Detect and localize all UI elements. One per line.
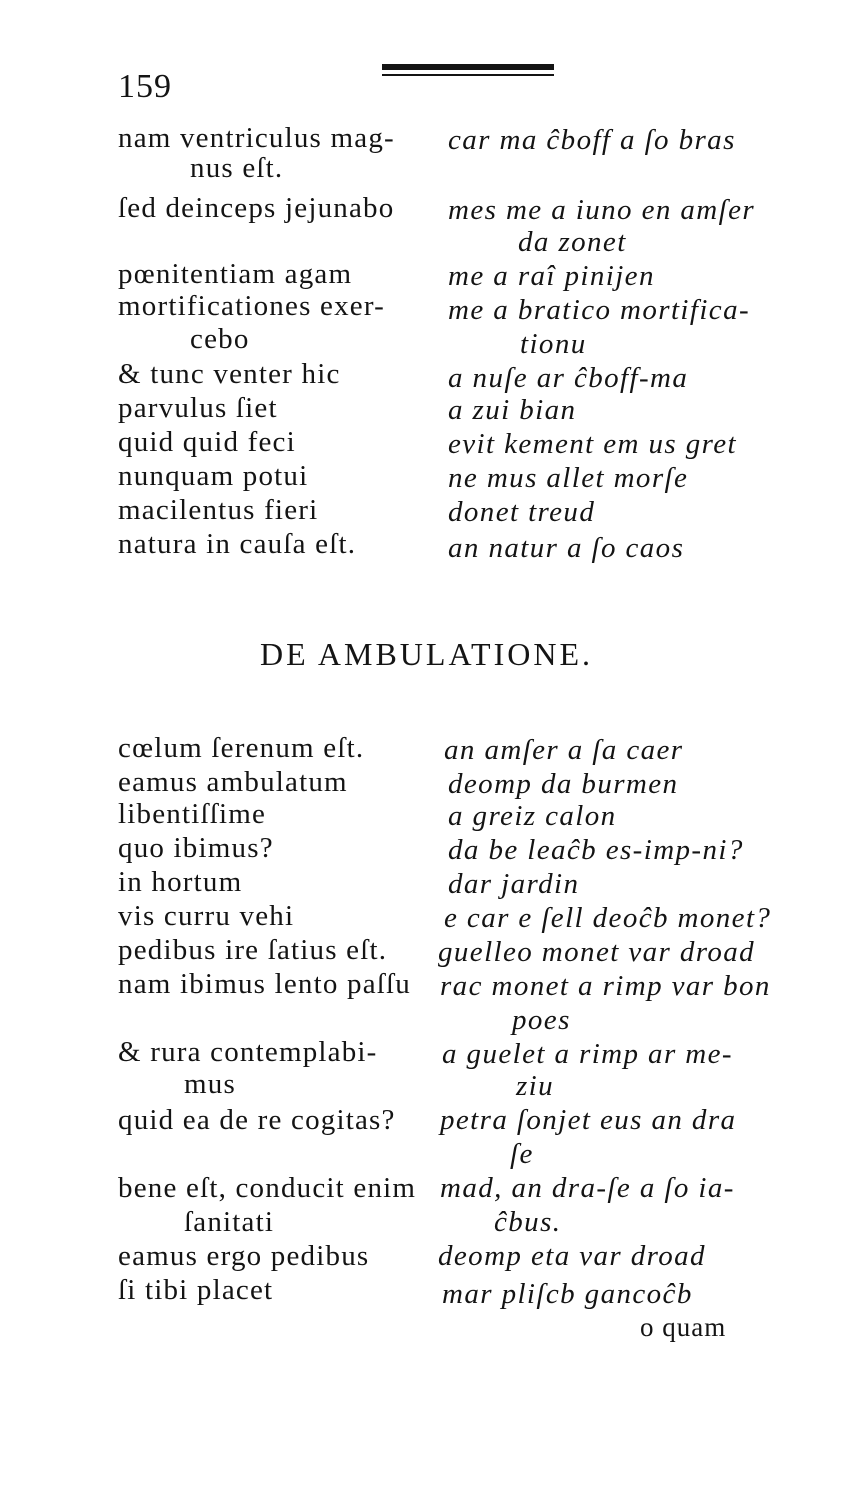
breton-line: mar pliſcb gancoĉb [442, 1278, 693, 1310]
header-rule [382, 64, 554, 70]
latin-line: in hortum [118, 866, 243, 898]
breton-line: deomp da burmen [448, 768, 679, 800]
breton-line: poes [512, 1004, 571, 1036]
latin-line: ſanitati [184, 1206, 275, 1238]
latin-line: quo ibimus? [118, 832, 274, 864]
breton-line: da zonet [518, 226, 627, 258]
latin-line: nam ibimus lento paſſu [118, 968, 412, 1000]
latin-line: natura in cauſa eſt. [118, 528, 357, 560]
latin-line: pedibus ire ſatius eſt. [118, 934, 388, 966]
latin-line: macilentus fieri [118, 494, 319, 526]
breton-line: mes me a iuno en amſer [448, 194, 756, 226]
breton-line: mad, an dra-ſe a ſo ia- [440, 1172, 735, 1204]
breton-line: a greiz calon [448, 800, 617, 832]
breton-line: da be leaĉb es-imp-ni? [448, 834, 744, 866]
breton-line: dar jardin [448, 868, 580, 900]
breton-line: evit kement em us gret [448, 428, 738, 460]
latin-line: nam ventriculus mag- [118, 122, 395, 154]
breton-line: car ma ĉboff a ſo bras [448, 124, 736, 156]
page-number: 159 [118, 68, 172, 105]
latin-line: mortificationes exer- [118, 290, 385, 322]
latin-line: cebo [190, 323, 250, 355]
latin-line: nus eſt. [190, 152, 284, 184]
breton-line: donet treud [448, 496, 596, 528]
breton-line: tionu [520, 328, 587, 360]
breton-line: deomp eta var droad [438, 1240, 706, 1272]
breton-line: a zui bian [448, 394, 577, 426]
breton-line: guelleo monet var droad [438, 936, 756, 968]
breton-line: petra ſonjet eus an dra [440, 1104, 737, 1136]
latin-line: & tunc venter hic [118, 358, 341, 390]
breton-line: a guelet a rimp ar me- [442, 1038, 733, 1070]
latin-line: parvulus ſiet [118, 392, 278, 424]
latin-line: eamus ambulatum [118, 766, 348, 798]
section-title: DE AMBULATIONE. [260, 636, 593, 672]
breton-line: me a raî pinijen [448, 260, 655, 292]
latin-line: pœnitentiam agam [118, 258, 353, 290]
latin-line: eamus ergo pedibus [118, 1240, 370, 1272]
latin-line: nunquam potui [118, 460, 309, 492]
breton-line: e car e ſell deoĉb monet? [444, 902, 772, 934]
breton-line: ĉbus. [494, 1206, 562, 1238]
latin-line: quid quid feci [118, 426, 296, 458]
latin-line: cœlum ſerenum eſt. [118, 732, 365, 764]
latin-line: quid ea de re cogitas? [118, 1104, 396, 1136]
breton-line: ziu [516, 1070, 555, 1102]
catchword: o quam [640, 1312, 727, 1342]
breton-line: rac monet a rimp var bon [440, 970, 771, 1002]
latin-line: libentiſſime [118, 798, 267, 830]
latin-line: mus [184, 1068, 236, 1100]
breton-line: a nuſe ar ĉboff-ma [448, 362, 689, 394]
latin-line: bene eſt, conducit enim [118, 1172, 417, 1204]
breton-line: me a bratico mortifica- [448, 294, 751, 326]
header-rule-thin [382, 74, 554, 76]
breton-line: an amſer a ſa caer [444, 734, 684, 766]
breton-line: an natur a ſo caos [448, 532, 685, 564]
latin-line: vis curru vehi [118, 900, 295, 932]
latin-line: ſed deinceps jejunabo [118, 192, 395, 224]
latin-line: ſi tibi placet [118, 1274, 274, 1306]
breton-line: ſe [510, 1138, 534, 1170]
breton-line: ne mus allet morſe [448, 462, 689, 494]
latin-line: & rura contemplabi- [118, 1036, 378, 1068]
